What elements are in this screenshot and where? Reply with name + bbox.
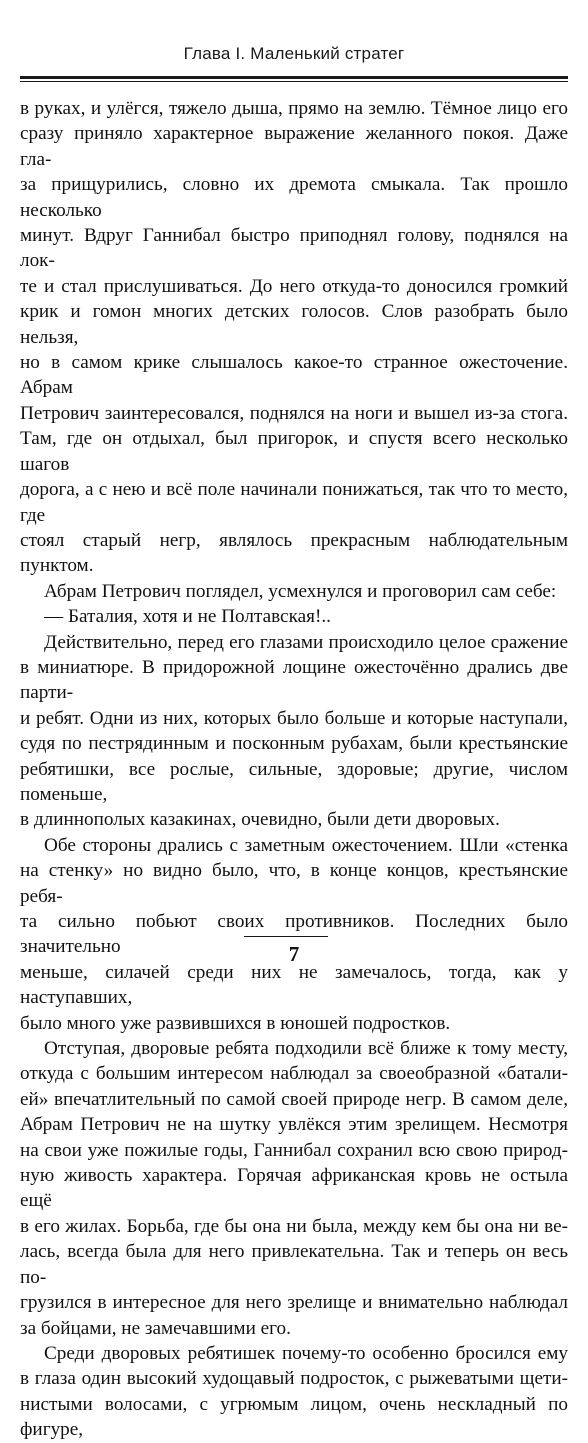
text-line: нистыми волосами, с угрюмым лицом, очень нескладный по фигуре, (20, 1393, 568, 1441)
text-line: Среди дворовых ребятишек почему-то особенно бросился ему (44, 1342, 568, 1364)
text-line: но в самом крике слышалось какое-то странное ожесточение. Абрам (20, 352, 568, 399)
text-line: Абрам Петрович поглядел, усмехнулся и проговорил сам себе: (44, 580, 557, 602)
text-line: — Баталия, хотя и не Полтавская!.. (44, 606, 331, 628)
text-line: и ребят. Одни из них, которых было больше и которые наступали, (20, 707, 568, 729)
footer-rule (244, 936, 328, 937)
text-line: за бойцами, не замечавшими его. (20, 1317, 291, 1339)
text-line: в длиннополых казакинах, очевидно, были дети дворовых. (20, 809, 500, 831)
text-line: стоял старый негр, являлось прекрасным наблюдательным пунктом. (20, 529, 568, 577)
text-line: ей» впечатлительный по самой своей природе негр. В самом деле, (20, 1088, 568, 1110)
text-line: в его жилах. Борьба, где бы она ни была, между кем бы она ни ве- (20, 1215, 568, 1237)
text-line: в глаза один высокий худощавый подросток, с рыжеватыми щети- (20, 1368, 568, 1390)
text-line: те и стал прислушиваться. До него откуда-то доносился громкий (20, 275, 568, 297)
text-line: грузился в интересное для него зрелище и внимательно наблюдал (20, 1292, 568, 1314)
text-line: ную живость характера. Горячая африканская кровь не остыла ещё (20, 1165, 568, 1212)
header-rule-thin (20, 81, 568, 82)
text-line: та сильно побьют своих противников. Последних было значительно (20, 911, 568, 958)
text-line: крик и гомон многих детских голосов. Слов разобрать было нельзя, (20, 301, 568, 348)
text-line: Там, где он отдыхал, был пригорок, и спустя всего несколько шагов (20, 428, 568, 475)
text-line: Обе стороны дрались с заметным ожесточением. Шли «стенка (44, 834, 568, 856)
text-line: меньше, силачей среди них не замечалось, тогда, как у наступавших, (20, 961, 568, 1009)
text-line: было много уже развившихся в юношей подростков. (20, 1012, 451, 1034)
text-line: Отступая, дворовые ребята подходили всё ближе к тому месту, (44, 1038, 568, 1060)
text-line: на стенку» но видно было, что, в конце концов, крестьянские ребя- (20, 860, 568, 907)
text-line: в руках, и улёгся, тяжело дыша, прямо на землю. Тёмное лицо его (20, 98, 568, 119)
running-head-chapter-title: Глава I. Маленький стратег (183, 44, 405, 63)
text-line: Абрам Петрович не на шутку увлёкся этим зрелищем. Несмотря (20, 1114, 568, 1136)
text-line: лась, всегда была для него привлекательна. Так и теперь он весь по- (20, 1241, 568, 1288)
text-line: дорога, а с нею и всё поле начинали понижаться, так что то место, где (20, 479, 568, 526)
header-rule-thick (20, 76, 568, 79)
text-line: на свои уже пожилые годы, Ганнибал сохранил всю свою природ- (20, 1139, 568, 1161)
text-line: в миниатюре. В придорожной лощине ожесточённо дрались две парти- (20, 656, 568, 704)
page-number: 7 (288, 942, 300, 966)
text-line: минут. Вдруг Ганнибал быстро приподнял голову, поднялся на лок- (20, 225, 568, 272)
text-line: судя по пестрядинным и посконным рубахам, были крестьянские (20, 733, 568, 755)
text-line: Петрович заинтересовался, поднялся на ноги и вышел из-за стога. (20, 402, 568, 424)
text-line: за прищурились, словно их дремота смыкала. Так прошло несколько (20, 174, 568, 221)
text-line: ребятишки, все рослые, сильные, здоровые; другие, числом поменьше, (20, 758, 568, 805)
text-line: откуда с большим интересом наблюдал за своеобразной «батали- (20, 1063, 568, 1085)
text-line: Действительно, перед его глазами происходило целое сражение (44, 631, 568, 653)
body-text (20, 96, 568, 1443)
text-line: сразу приняло характерное выражение желанного покоя. Даже гла- (20, 123, 568, 170)
